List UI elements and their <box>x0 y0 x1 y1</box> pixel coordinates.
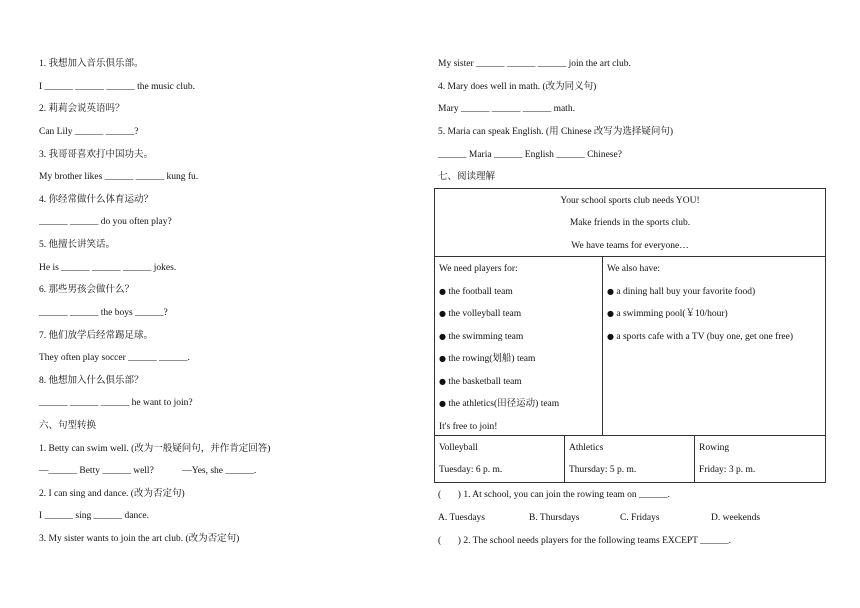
ad-header-line: Make friends in the sports club. <box>569 218 691 228</box>
schedule-cell-athletics <box>565 436 695 483</box>
ad-header-cell <box>435 189 826 257</box>
option-d: D. weekends <box>711 513 761 523</box>
ad-header-line: Your school sports club needs YOU! <box>560 196 700 206</box>
schedule-time: Friday: 3 p. m. <box>699 465 756 475</box>
schedule-cell-volleyball <box>435 436 565 483</box>
left-line: 1. 我想加入音乐俱乐部。 <box>39 59 144 69</box>
right-line: My sister ______ ______ ______ join the art club. <box>438 59 631 69</box>
also-item: ● a dining hall buy your favorite food) <box>607 287 756 297</box>
bullet-icon: ● <box>439 354 446 363</box>
schedule-time: Thursday: 5 p. m. <box>569 465 637 475</box>
right-line: 5. Maria can speak English. (用 Chinese 改写为选择疑问句) <box>438 127 674 137</box>
need-title: We need players for: <box>439 264 518 274</box>
left-line: 7. 他们放学后经常踢足球。 <box>39 331 154 341</box>
left-line: 1. Betty can swim well. (改为一般疑问句，并作肯定回答) <box>39 444 271 454</box>
bullet-icon: ● <box>607 287 614 296</box>
sports-club-ad <box>434 188 826 483</box>
left-line: 8. 他想加入什么俱乐部？ <box>39 376 144 386</box>
free-note: It's free to join! <box>439 422 498 432</box>
also-title: We also have: <box>607 264 661 274</box>
need-item: ● the volleyball team <box>439 309 522 319</box>
need-item: ● the swimming team <box>439 332 524 342</box>
need-item: ● the rowing(划船) team <box>439 354 536 364</box>
left-line: They often play soccer ______ ______. <box>39 353 190 363</box>
ad-also-cell <box>603 257 826 436</box>
left-line: I ______ sing ______ dance. <box>39 511 150 521</box>
right-line: Mary ______ ______ ______ math. <box>438 104 575 114</box>
option-b: B. Thursdays <box>529 513 580 523</box>
left-line: My brother likes ______ ______ kung fu. <box>39 172 199 182</box>
left-line: 2. I can sing and dance. (改为否定句) <box>39 489 185 499</box>
right-line: ______ Maria ______ English ______ Chinese? <box>438 150 622 160</box>
bullet-icon: ● <box>439 332 446 341</box>
left-line: ______ ______ do you often play? <box>39 217 172 227</box>
right-line: 4. Mary does well in math. (改为同义句) <box>438 82 597 92</box>
bullet-icon: ● <box>607 309 614 318</box>
section-heading: 六、句型转换 <box>39 421 97 431</box>
bullet-icon: ● <box>607 332 614 341</box>
left-line: ______ ______ ______ he want to join? <box>39 398 193 408</box>
left-line: ______ ______ the boys ______? <box>39 308 168 318</box>
schedule-name: Athletics <box>569 443 604 453</box>
left-line: 3. My sister wants to join the art club. (改为否定句) <box>39 534 240 544</box>
ad-need-cell <box>435 257 603 436</box>
need-item: ● the football team <box>439 287 513 297</box>
question-1: ( ) 1. At school, you can join the rowing team on ______. <box>438 490 670 500</box>
also-item: ● a sports cafe with a TV (buy one, get one free) <box>607 332 794 342</box>
left-line: 5. 他擅长讲笑话。 <box>39 240 116 250</box>
left-line: 3. 我哥哥喜欢打中国功夫。 <box>39 150 154 160</box>
bullet-icon: ● <box>439 287 446 296</box>
schedule-time: Tuesday: 6 p. m. <box>439 465 503 475</box>
schedule-name: Volleyball <box>439 443 478 453</box>
left-line: Can Lily ______ ______? <box>39 127 139 137</box>
need-item: ● the athletics(田径运动) team <box>439 399 560 409</box>
bullet-icon: ● <box>439 377 446 386</box>
bullet-icon: ● <box>439 399 446 408</box>
bullet-icon: ● <box>439 309 446 318</box>
ad-header-line: We have teams for everyone… <box>571 241 689 251</box>
schedule-name: Rowing <box>699 443 730 453</box>
option-a: A. Tuesdays <box>438 513 485 523</box>
left-line: —______ Betty ______ well? —Yes, she ______. <box>39 466 257 476</box>
section-heading: 七、阅读理解 <box>438 172 496 182</box>
left-line: 4. 你经常做什么体育运动？ <box>39 195 154 205</box>
option-c: C. Fridays <box>620 513 660 523</box>
schedule-cell-rowing <box>695 436 826 483</box>
left-line: 2. 莉莉会说英语吗？ <box>39 104 125 114</box>
need-item: ● the basketball team <box>439 377 522 387</box>
left-line: I ______ ______ ______ the music club. <box>39 82 195 92</box>
left-line: 6. 那些男孩会做什么？ <box>39 285 135 295</box>
left-line: He is ______ ______ ______ jokes. <box>39 263 177 273</box>
question-2: ( ) 2. The school needs players for the following teams EXCEPT ______. <box>438 536 732 546</box>
also-item: ● a swimming pool(￥10/hour) <box>607 309 728 319</box>
